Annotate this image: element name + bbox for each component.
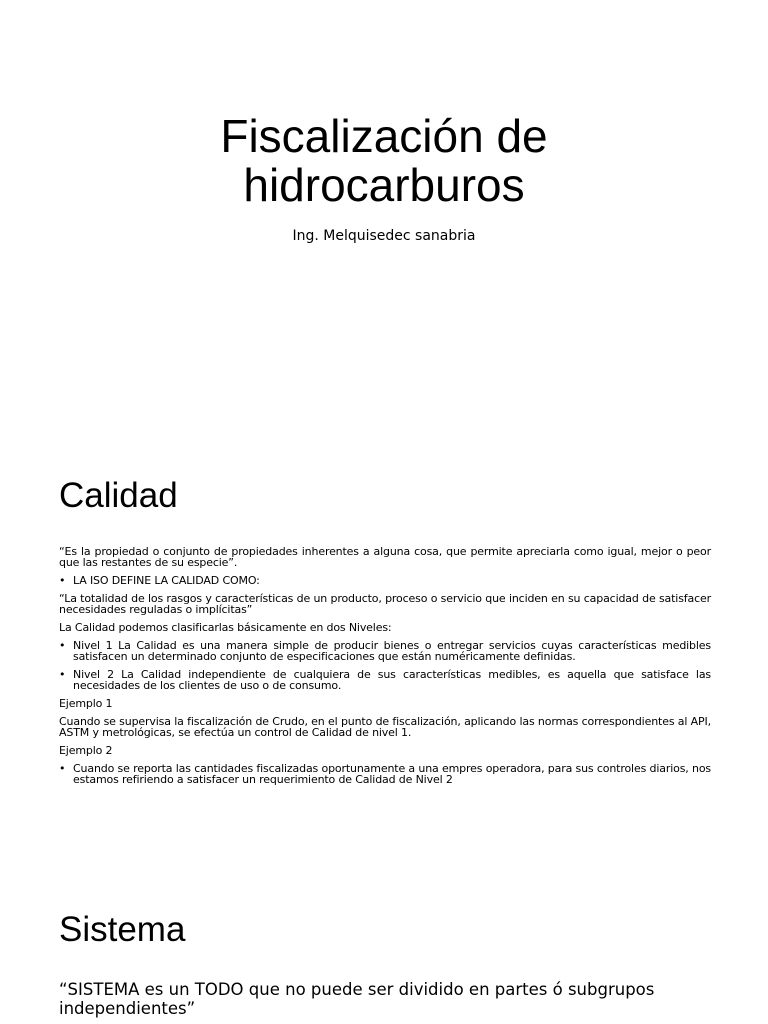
- bullet-text-nivel-2: Nivel 2 La Calidad independiente de cualquiera de sus características medibles, es aquella que satisface las necesidades de los clientes de uso o de consumo.: [73, 668, 711, 692]
- slide-heading-calidad: Calidad: [59, 476, 178, 515]
- bullet-icon: •: [59, 668, 66, 681]
- niveles-intro-paragraph: La Calidad podemos clasificarlas básicamente en dos Niveles:: [59, 621, 392, 634]
- ejemplo-2-label: Ejemplo 2: [59, 744, 113, 757]
- slide-calidad: [0, 440, 768, 860]
- ejemplo-1-text: Cuando se supervisa la fiscalización de Crudo, en el punto de fiscalización, aplicando las normas correspondientes al API, ASTM y metrológicas, se efectúa un control de Calidad de nivel 1.: [59, 715, 711, 739]
- slide-title: [0, 0, 768, 440]
- slide-heading-sistema: Sistema: [59, 910, 186, 949]
- bullet-item-nivel-2: [59, 669, 711, 691]
- bullet-text-nivel-1: Nivel 1 La Calidad es una manera simple de producir bienes o entregar servicios cuyas características medibles satisfacen un determinado conjunto de especificaciones que están numéricamente definidas.: [73, 639, 711, 663]
- bullet-text-iso: LA ISO DEFINE LA CALIDAD COMO:: [73, 574, 260, 587]
- calidad-body: [59, 546, 711, 792]
- bullet-text-ejemplo-2: Cuando se reporta las cantidades fiscalizadas oportunamente a una empres operadora, para sus controles diarios, nos estamos refiriendo a satisfacer un requerimiento de Calidad de Nivel 2: [73, 762, 711, 786]
- bullet-item-ejemplo-2: [59, 763, 711, 785]
- bullet-item-iso: [59, 575, 711, 586]
- ejemplo-1-label: Ejemplo 1: [59, 697, 113, 710]
- bullet-icon: •: [59, 639, 66, 652]
- slide-sistema: [0, 860, 768, 1024]
- sistema-definition-quote: “SISTEMA es un TODO que no puede ser dividido en partes ó subgrupos independientes”: [59, 980, 655, 1018]
- bullet-icon: •: [59, 574, 66, 587]
- bullet-icon: •: [59, 762, 66, 775]
- presentation-title: Fiscalización de hidrocarburos: [220, 110, 548, 211]
- bullet-item-nivel-1: [59, 640, 711, 662]
- calidad-definition-paragraph: “Es la propiedad o conjunto de propiedades inherentes a alguna cosa, que permite apreciarla como igual, mejor o peor que las restantes de su especie”.: [59, 545, 711, 569]
- presentation-subtitle: Ing. Melquisedec sanabria: [292, 228, 476, 244]
- iso-definition-paragraph: “La totalidad de los rasgos y características de un producto, proceso o servicio que inciden en su capacidad de satisfacer necesidades reguladas o implícitas”: [59, 592, 711, 616]
